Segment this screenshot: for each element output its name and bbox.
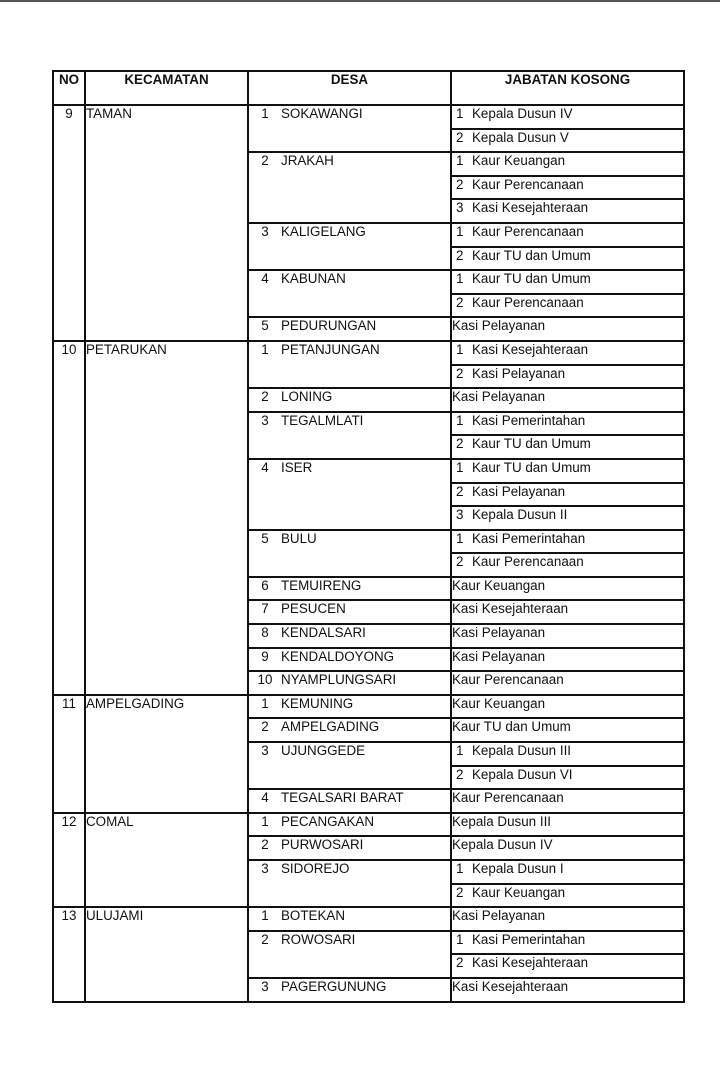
desa-cell — [248, 718, 451, 742]
desa-cell — [248, 105, 451, 152]
jabatan-cell — [451, 176, 684, 200]
desa-number: 2 — [261, 931, 269, 947]
jabatan-label: Kepala Dusun II — [472, 507, 568, 523]
desa-number: 2 — [261, 837, 269, 853]
jabatan-cell — [451, 129, 684, 153]
jabatan-number: 1 — [456, 153, 464, 169]
desa-cell — [248, 577, 451, 601]
jabatan-cell — [451, 789, 684, 813]
desa-name: KENDALDOYONG — [281, 648, 395, 664]
jabatan-label: Kasi Pemerintahan — [472, 931, 586, 947]
jabatan-number: 1 — [456, 861, 464, 876]
jabatan-label: Kasi Kesejahteraan — [452, 601, 569, 617]
jabatan-label: Kepala Dusun I — [472, 861, 564, 876]
jabatan-number: 3 — [456, 507, 464, 523]
jabatan-label: Kepala Dusun VI — [472, 766, 573, 782]
jabatan-cell — [451, 223, 684, 247]
jabatan-label: Kasi Pelayanan — [452, 625, 546, 641]
desa-number: 1 — [261, 908, 269, 924]
desa-cell — [248, 671, 451, 695]
jabatan-label: Kasi Kesejahteraan — [472, 955, 589, 971]
jabatan-number: 2 — [456, 554, 464, 570]
jabatan-cell — [451, 506, 684, 530]
jabatan-label: Kasi Kesejahteraan — [452, 978, 569, 994]
jabatan-label: Kaur TU dan Umum — [472, 436, 591, 452]
jabatan-label: Kasi Pelayanan — [452, 648, 546, 664]
jabatan-label: Kaur TU dan Umum — [472, 247, 591, 263]
kecamatan-number: 10 — [53, 341, 85, 695]
desa-number: 1 — [261, 106, 269, 121]
desa-name: BOTEKAN — [281, 908, 345, 924]
kecamatan-name: TAMAN — [85, 105, 248, 341]
desa-name: PETANJUNGAN — [281, 341, 380, 357]
jabatan-label: Kepala Dusun V — [472, 129, 569, 145]
table-row — [53, 341, 684, 365]
desa-number: 3 — [261, 978, 269, 994]
jabatan-label: Kasi Pelayanan — [452, 318, 546, 334]
desa-name: LONING — [281, 389, 333, 405]
desa-cell — [248, 789, 451, 813]
kecamatan-number: 9 — [53, 105, 85, 341]
desa-name: PECANGAKAN — [281, 813, 375, 829]
jabatan-cell — [451, 152, 684, 176]
table-row — [53, 695, 684, 719]
jabatan-cell — [451, 695, 684, 719]
jabatan-cell — [451, 648, 684, 672]
jabatan-label: Kaur Perencanaan — [452, 790, 564, 806]
jabatan-number: 3 — [456, 200, 464, 216]
desa-cell — [248, 695, 451, 719]
table-row — [53, 813, 684, 837]
desa-number: 4 — [261, 790, 269, 806]
jabatan-cell — [451, 294, 684, 318]
desa-cell — [248, 152, 451, 223]
jabatan-cell — [451, 435, 684, 459]
jabatan-label: Kaur Perencanaan — [472, 554, 584, 570]
kecamatan-name: ULUJAMI — [85, 907, 248, 1001]
table-row — [53, 105, 684, 129]
jabatan-cell — [451, 247, 684, 271]
kecamatan-name: COMAL — [85, 813, 248, 907]
desa-name: KALIGELANG — [281, 223, 366, 239]
desa-number: 2 — [261, 389, 269, 405]
desa-name: KENDALSARI — [281, 625, 366, 641]
jabatan-label: Kaur Keuangan — [472, 884, 566, 900]
desa-cell — [248, 813, 451, 837]
desa-name: PURWOSARI — [281, 837, 364, 853]
jabatan-cell — [451, 978, 684, 1002]
header-no: NO — [53, 71, 85, 105]
jabatan-label: Kasi Pelayanan — [472, 365, 566, 381]
desa-name: TEMUIRENG — [281, 577, 362, 593]
jabatan-cell — [451, 813, 684, 837]
jabatan-label: Kasi Pemerintahan — [472, 412, 586, 428]
desa-number: 4 — [261, 459, 269, 475]
jabatan-cell — [451, 954, 684, 978]
desa-number: 1 — [261, 813, 269, 829]
jabatan-number: 1 — [456, 412, 464, 428]
jabatan-number: 2 — [456, 129, 464, 145]
desa-name: KABUNAN — [281, 271, 346, 287]
header-kecamatan: KECAMATAN — [85, 71, 248, 105]
jabatan-cell — [451, 766, 684, 790]
desa-number: 10 — [257, 672, 273, 688]
jabatan-number: 1 — [456, 106, 464, 121]
jabatan-cell — [451, 600, 684, 624]
jabatan-number: 2 — [456, 436, 464, 452]
jabatan-label: Kepala Dusun IV — [452, 837, 553, 853]
kecamatan-number: 12 — [53, 813, 85, 907]
jabatan-cell — [451, 459, 684, 483]
jabatan-label: Kaur Perencanaan — [452, 672, 564, 688]
jabatan-cell — [451, 860, 684, 884]
desa-name: PESUCEN — [281, 601, 346, 617]
jabatan-cell — [451, 742, 684, 766]
jabatan-number: 1 — [456, 271, 464, 287]
jabatan-cell — [451, 577, 684, 601]
desa-name: PEDURUNGAN — [281, 318, 377, 334]
jabatan-cell — [451, 341, 684, 365]
jabatan-number: 1 — [456, 223, 464, 239]
jabatan-number: 1 — [456, 530, 464, 546]
desa-cell — [248, 600, 451, 624]
jabatan-number: 2 — [456, 955, 464, 971]
desa-cell — [248, 270, 451, 317]
desa-name: TEGALMLATI — [281, 412, 364, 428]
jabatan-label: Kasi Pelayanan — [472, 483, 566, 499]
jabatan-label: Kaur Perencanaan — [472, 223, 584, 239]
jabatan-cell — [451, 530, 684, 554]
desa-cell — [248, 648, 451, 672]
desa-number: 3 — [261, 223, 269, 239]
desa-number: 5 — [261, 530, 269, 546]
jabatan-cell — [451, 624, 684, 648]
table-body — [53, 105, 684, 1002]
desa-number: 4 — [261, 271, 269, 287]
kecamatan-number: 13 — [53, 907, 85, 1001]
desa-cell — [248, 388, 451, 412]
jabatan-number: 2 — [456, 365, 464, 381]
desa-number: 6 — [261, 577, 269, 593]
kecamatan-number: 11 — [53, 695, 85, 813]
jabatan-number: 2 — [456, 483, 464, 499]
desa-name: PAGERGUNUNG — [281, 978, 387, 994]
jabatan-cell — [451, 199, 684, 223]
desa-cell — [248, 317, 451, 341]
desa-cell — [248, 860, 451, 907]
desa-cell — [248, 412, 451, 459]
jabatan-number: 1 — [456, 931, 464, 947]
desa-cell — [248, 341, 451, 388]
desa-name: NYAMPLUNGSARI — [281, 672, 397, 688]
desa-number: 7 — [261, 601, 269, 617]
jabatan-cell — [451, 365, 684, 389]
jabatan-cell — [451, 553, 684, 577]
jabatan-label: Kepala Dusun IV — [472, 106, 573, 121]
desa-name: ROWOSARI — [281, 931, 356, 947]
jabatan-cell — [451, 270, 684, 294]
desa-cell — [248, 742, 451, 789]
desa-number: 2 — [261, 719, 269, 735]
jabatan-number: 1 — [456, 341, 464, 357]
desa-cell — [248, 459, 451, 530]
jabatan-label: Kaur Perencanaan — [472, 294, 584, 310]
jabatan-number: 2 — [456, 884, 464, 900]
desa-cell — [248, 907, 451, 931]
jabatan-cell — [451, 836, 684, 860]
desa-name: SIDOREJO — [281, 861, 350, 876]
desa-name: KEMUNING — [281, 695, 354, 711]
desa-cell — [248, 978, 451, 1002]
jabatan-label: Kaur Perencanaan — [472, 176, 584, 192]
desa-number: 2 — [261, 153, 269, 169]
header-jabatan-kosong: JABATAN KOSONG — [451, 71, 684, 105]
desa-name: TEGALSARI BARAT — [281, 790, 404, 806]
jabatan-number: 2 — [456, 766, 464, 782]
jabatan-label: Kasi Kesejahteraan — [472, 200, 589, 216]
header-desa: DESA — [248, 71, 451, 105]
jabatan-cell — [451, 931, 684, 955]
kecamatan-name: PETARUKAN — [85, 341, 248, 695]
desa-number: 9 — [261, 648, 269, 664]
desa-number: 8 — [261, 625, 269, 641]
jabatan-label: Kaur Keuangan — [452, 577, 546, 593]
desa-cell — [248, 624, 451, 648]
desa-name: BULU — [281, 530, 317, 546]
desa-number: 3 — [261, 861, 269, 876]
desa-number: 3 — [261, 412, 269, 428]
jabatan-cell — [451, 412, 684, 436]
jabatan-label: Kepala Dusun III — [452, 813, 552, 829]
desa-name: SOKAWANGI — [281, 106, 363, 121]
jabatan-cell — [451, 317, 684, 341]
table-header-row — [53, 71, 684, 105]
jabatan-cell — [451, 388, 684, 412]
desa-cell — [248, 931, 451, 978]
jabatan-number: 2 — [456, 176, 464, 192]
desa-name: ISER — [281, 459, 313, 475]
jabatan-cell — [451, 718, 684, 742]
jabatan-cell — [451, 105, 684, 129]
jabatan-label: Kasi Kesejahteraan — [472, 341, 589, 357]
desa-cell — [248, 223, 451, 270]
jabatan-label: Kasi Pelayanan — [452, 389, 546, 405]
jabatan-number: 2 — [456, 247, 464, 263]
desa-cell — [248, 836, 451, 860]
jabatan-label: Kaur TU dan Umum — [452, 719, 571, 735]
desa-name: JRAKAH — [281, 153, 334, 169]
kecamatan-name: AMPELGADING — [85, 695, 248, 813]
page-top-border — [0, 0, 720, 2]
desa-number: 3 — [261, 743, 269, 759]
desa-name: UJUNGGEDE — [281, 743, 366, 759]
desa-number: 1 — [261, 341, 269, 357]
jabatan-cell — [451, 907, 684, 931]
jabatan-number: 2 — [456, 294, 464, 310]
jabatan-cell — [451, 483, 684, 507]
jabatan-label: Kasi Pemerintahan — [472, 530, 586, 546]
jabatan-label: Kaur TU dan Umum — [472, 459, 591, 475]
table-row — [53, 907, 684, 931]
desa-number: 1 — [261, 695, 269, 711]
jabatan-label: Kaur Keuangan — [452, 695, 546, 711]
desa-number: 5 — [261, 318, 269, 334]
jabatan-cell — [451, 884, 684, 908]
jabatan-label: Kaur TU dan Umum — [472, 271, 591, 287]
jabatan-number: 1 — [456, 743, 464, 759]
jabatan-label: Kaur Keuangan — [472, 153, 566, 169]
vacant-positions-table — [52, 70, 685, 1003]
jabatan-label: Kepala Dusun III — [472, 743, 572, 759]
jabatan-number: 1 — [456, 459, 464, 475]
desa-name: AMPELGADING — [281, 719, 380, 735]
jabatan-label: Kasi Pelayanan — [452, 908, 546, 924]
desa-cell — [248, 530, 451, 577]
jabatan-cell — [451, 671, 684, 695]
